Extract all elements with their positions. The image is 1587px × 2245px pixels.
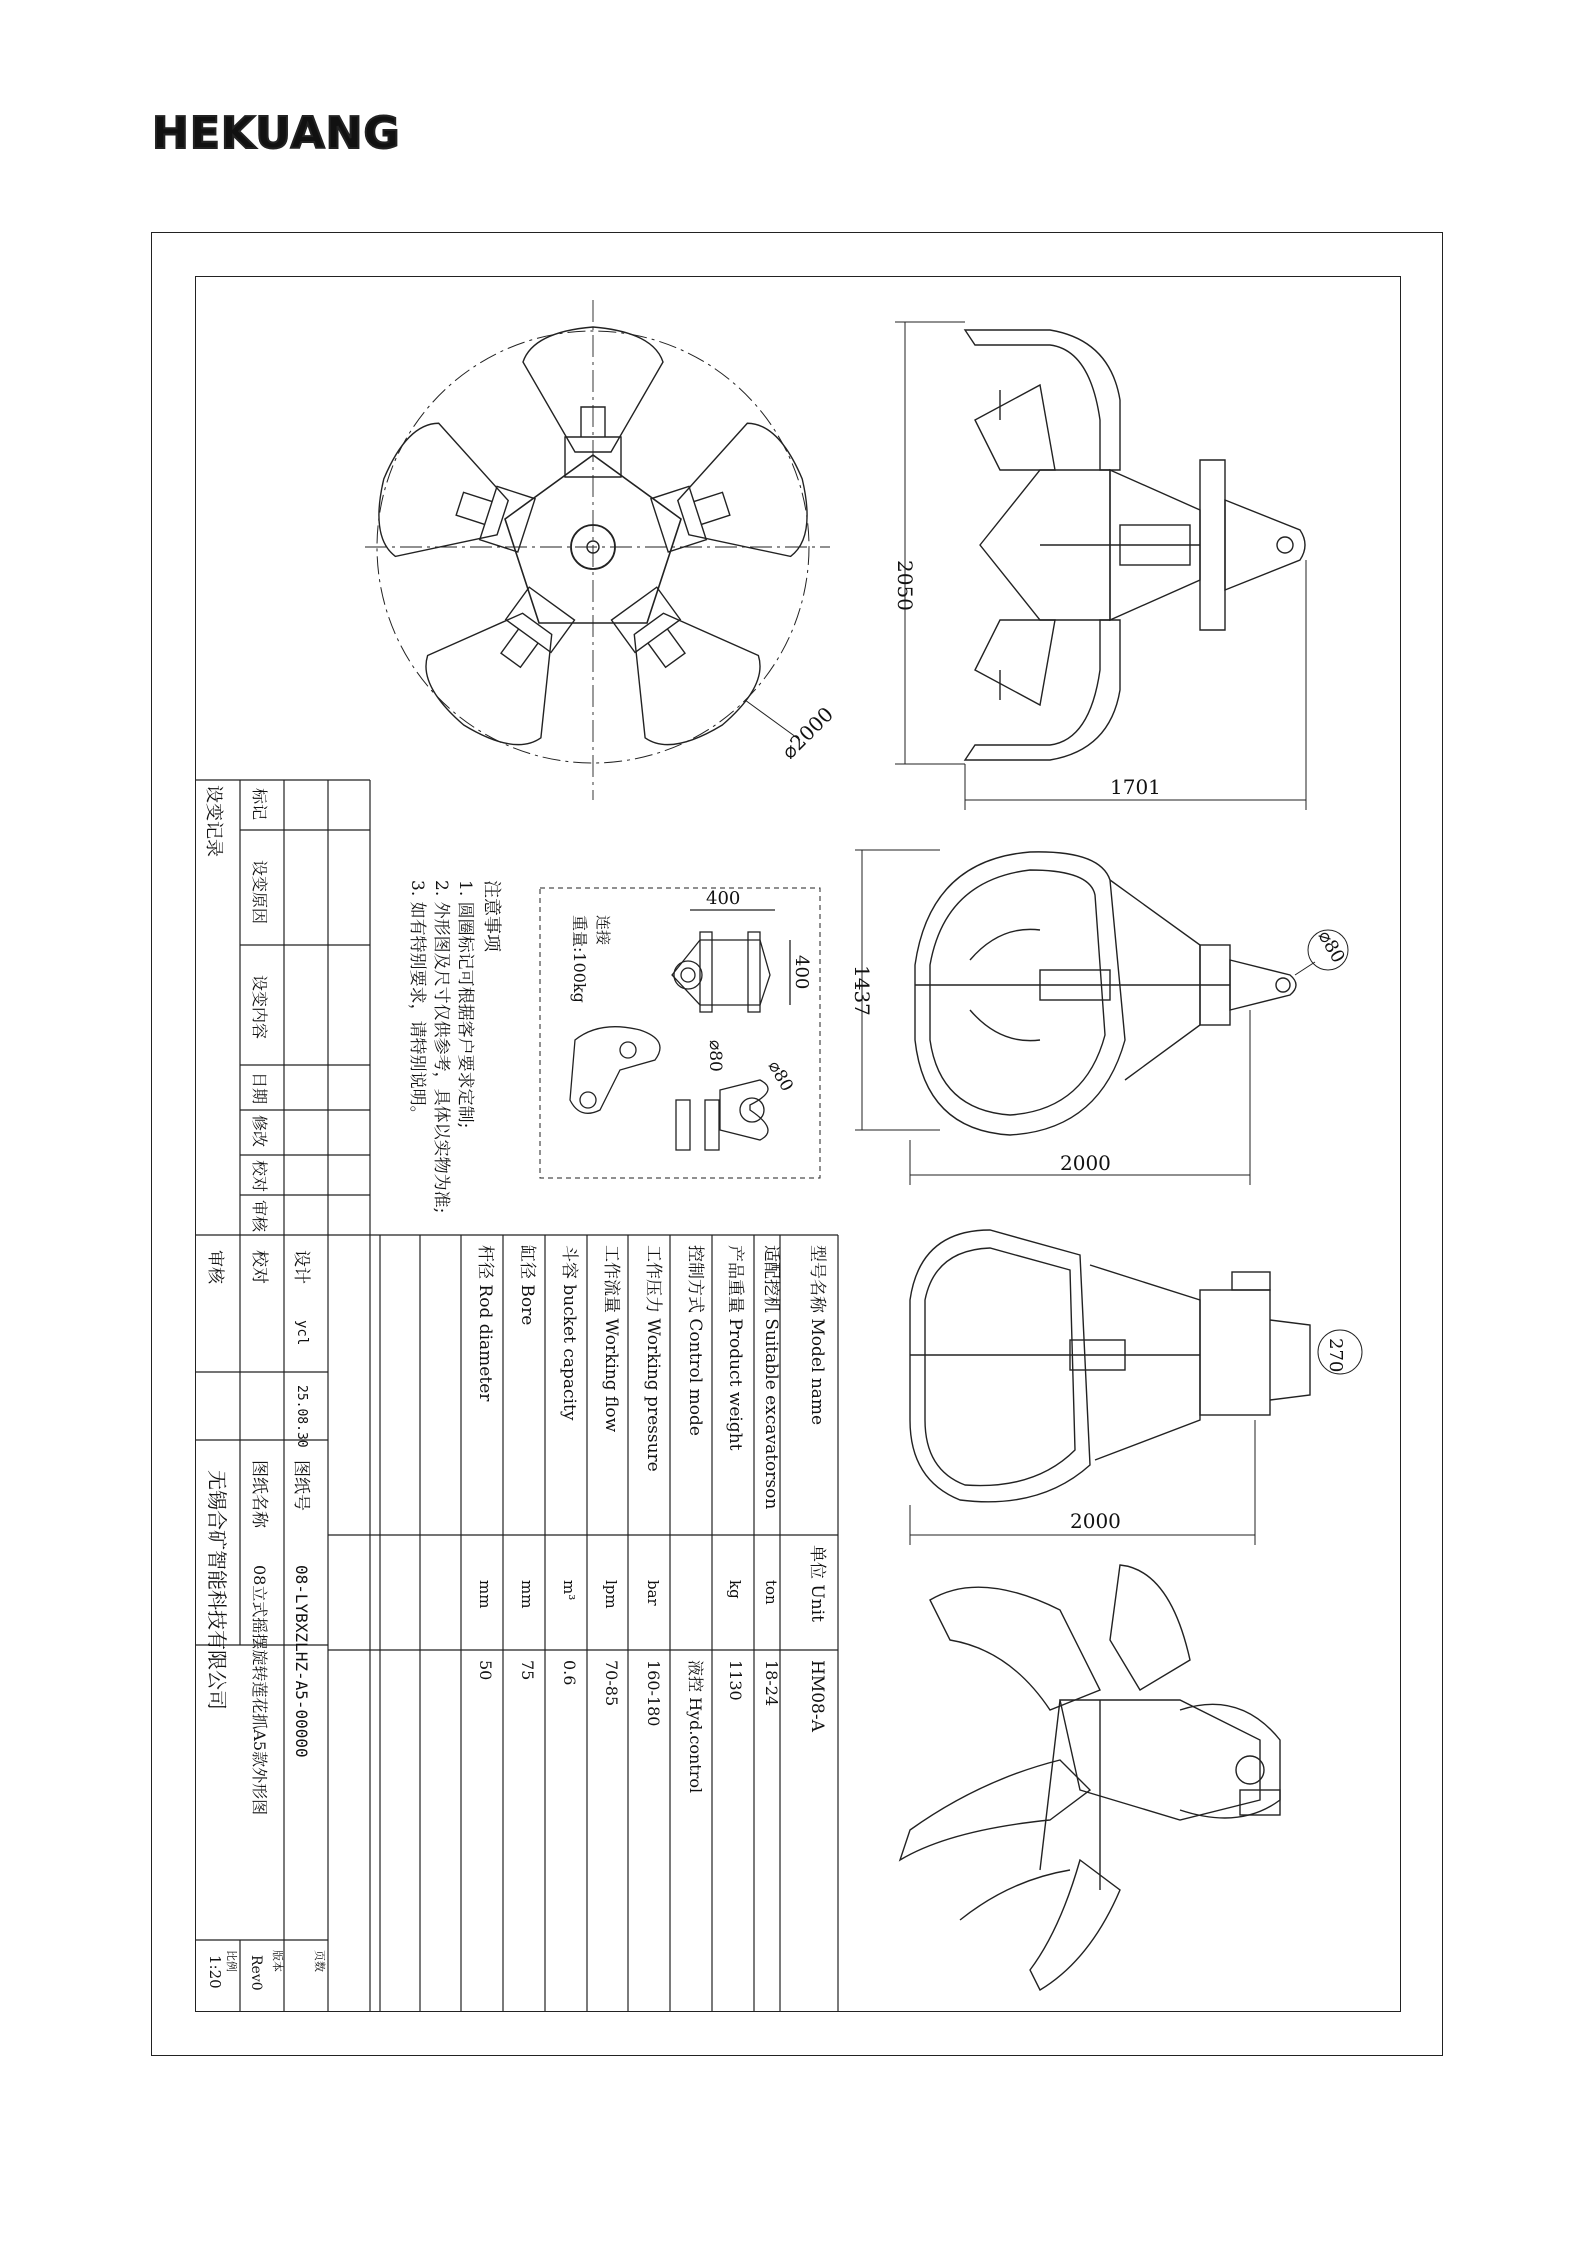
spec-row-label: 产品重量 Product weight: [725, 1245, 745, 1451]
spec-row-value: 18-24: [762, 1660, 781, 1707]
title-version: Rev0: [248, 1955, 264, 1991]
connector-detail-panel: [540, 888, 820, 1178]
title-drawing-name-label: 图纸名称: [249, 1460, 269, 1528]
spec-row-unit: mm: [518, 1580, 536, 1609]
spec-row-label: 控制方式 Control mode: [685, 1245, 705, 1436]
title-scale-label: 比例: [225, 1950, 238, 1972]
spec-row-unit: m³: [560, 1580, 578, 1601]
title-block-text: [205, 1250, 327, 1991]
connector-title: 连接: [594, 915, 612, 946]
title-page-label: 页数: [313, 1950, 326, 1972]
spec-row-unit: lpm: [602, 1580, 620, 1609]
spec-row-value: 160-180: [644, 1660, 663, 1727]
side-view-1: [965, 330, 1305, 760]
notes-heading: 注意事项: [481, 880, 502, 952]
svg-text:HEKUANG: HEKUANG: [152, 108, 401, 156]
connector-drawings: [570, 910, 790, 1150]
side-view-2: [915, 852, 1296, 1135]
side-view-3: [910, 1230, 1310, 1502]
dim-side2: [855, 850, 1348, 1185]
dim-side1-width: 1701: [1110, 775, 1161, 799]
top-view: [362, 300, 830, 800]
notes-block: [407, 880, 502, 1213]
title-check-label: 校对: [249, 1250, 269, 1284]
dim-side2-pin: ⌀80: [1313, 927, 1349, 967]
notes-item-2: 2. 外形图及尺寸仅供参考，具体以实物为准;: [431, 880, 451, 1214]
spec-row-label: 适配挖机 Suitable excavatorson: [761, 1245, 781, 1510]
title-review-label: 审核: [205, 1250, 225, 1284]
connector-dim-a: 400: [706, 888, 741, 909]
spec-row-unit: mm: [476, 1580, 494, 1609]
title-drawing-no: 08-LYBXZLHZ-A5-00000: [292, 1565, 311, 1758]
dim-side2-height: 1437: [850, 965, 874, 1016]
spec-row-value: 0.6: [560, 1660, 579, 1686]
isometric-view: [900, 1565, 1280, 1990]
connector-weight: 重量:100kg: [570, 915, 589, 1003]
revision-header-reason: 设变原因: [250, 860, 269, 925]
revision-header-review: 审核: [250, 1200, 269, 1233]
dim-side3-flange: 270: [1325, 1338, 1346, 1373]
title-drawing-no-label: 图纸号: [291, 1460, 311, 1511]
dim-side3-width: 2000: [1070, 1509, 1121, 1533]
notes-item-1: 1. 圆圈标记可根据客户要求定制;: [455, 880, 475, 1129]
revision-header-content: 设变内容: [250, 975, 269, 1040]
dim-side2-width: 2000: [1060, 1151, 1111, 1175]
spec-row-value: 50: [476, 1660, 495, 1681]
connector-dim-b: 400: [791, 955, 812, 990]
spec-row-label: 缸径 Bore: [517, 1245, 537, 1326]
notes-item-3: 3. 如有特别要求，请特别说明。: [407, 880, 427, 1123]
spec-row-label: 工作压力 Working pressure: [643, 1245, 663, 1472]
dim-top-diameter: [745, 700, 838, 764]
connector-dim-d: ⌀80: [763, 1057, 797, 1096]
dim-side1: [895, 322, 1306, 810]
title-design-date: 25.08.30: [294, 1385, 309, 1448]
spec-row-value: 1130: [726, 1660, 745, 1701]
spec-row-value: 液控 Hyd.control: [686, 1660, 705, 1794]
title-design-label: 设计: [291, 1250, 311, 1284]
title-design-name: ycl: [294, 1320, 310, 1346]
spec-row-value: 70-85: [602, 1660, 621, 1707]
title-scale: 1:20: [206, 1955, 224, 1989]
spec-row-label: 杆径 Rod diameter: [475, 1245, 495, 1402]
title-company: 无锡合矿智能科技有限公司: [205, 1470, 229, 1710]
spec-row-label: 斗容 bucket capacity: [559, 1245, 579, 1421]
spec-row-unit: ton: [762, 1580, 780, 1605]
revision-header-date: 日期: [250, 1072, 269, 1105]
spec-row-label: 工作流量 Working flow: [601, 1245, 621, 1433]
revision-title: 设变记录: [203, 785, 224, 857]
revision-header-modify: 修改: [250, 1115, 269, 1148]
grab-jaw: [407, 562, 608, 766]
svg-text:⌀2000: ⌀2000: [776, 702, 839, 764]
dim-side1-height: 2050: [893, 560, 917, 611]
spec-row-value: 75: [518, 1660, 537, 1681]
revision-header-mark: 标记: [250, 788, 269, 821]
connector-dim-c: ⌀80: [705, 1040, 725, 1072]
dim-side3: [910, 1330, 1362, 1545]
title-drawing-name: 08立式摇摆旋转莲花抓A5款外形图: [250, 1565, 269, 1816]
grab-jaw: [578, 562, 779, 766]
spec-header-model-name: 型号名称 Model name: [807, 1245, 827, 1426]
spec-row-unit: kg: [726, 1580, 744, 1599]
revision-header-check: 校对: [250, 1160, 269, 1193]
spec-row-unit: bar: [644, 1580, 662, 1606]
spec-header-unit: 单位 Unit: [807, 1545, 827, 1622]
spec-header-model-value: HM08-A: [807, 1660, 827, 1732]
spec-table-text: [475, 1245, 827, 1793]
title-version-label: 版本: [271, 1950, 284, 1972]
